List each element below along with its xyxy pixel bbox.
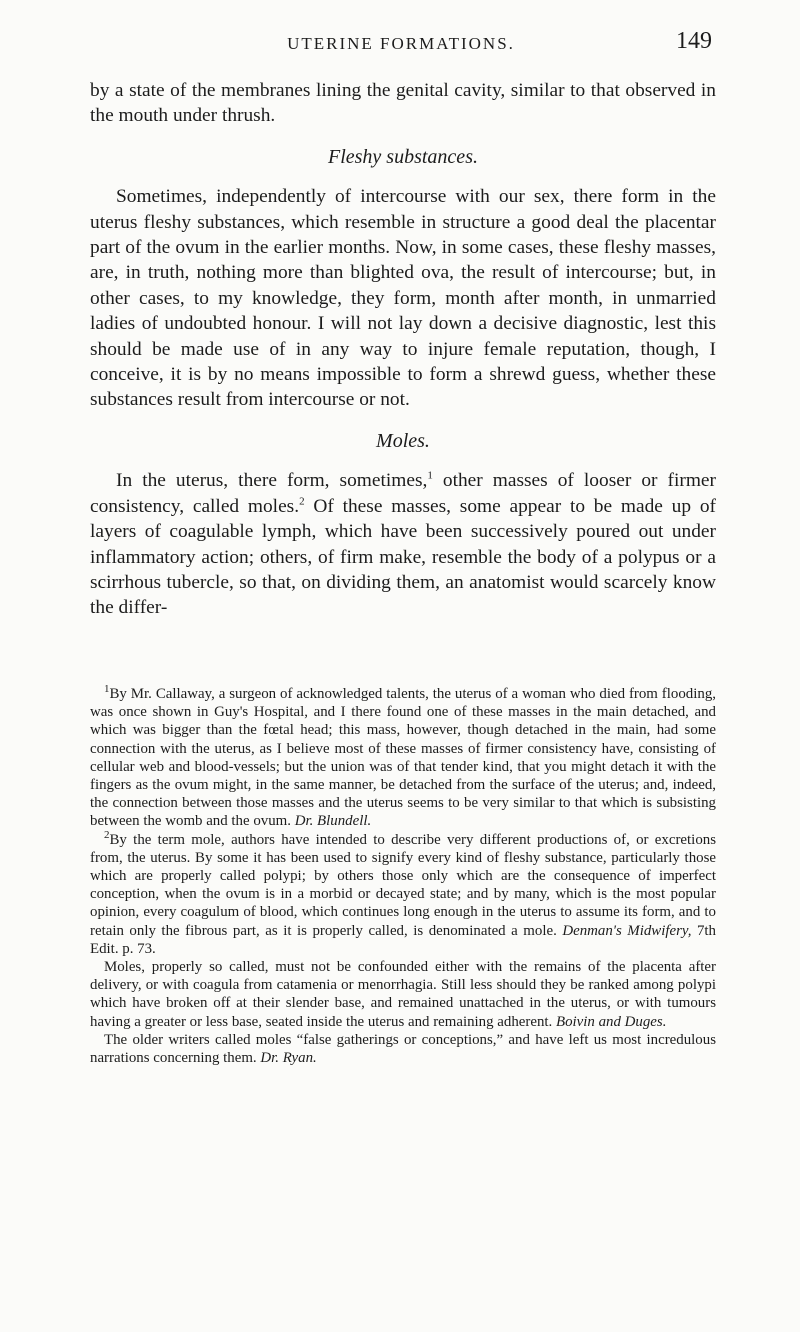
moles-text-part-3: Of these masses, some appear to be made up of layers of coagulable lymph, which have been successively poured out under inflammatory action; others, of firm make, resemble the body of a polypus or a scirrhous tubercle, so that, on dividing them, an anatomist would scarcely know the differ- <box>90 495 716 619</box>
footnote-1-marker: 1 <box>104 683 110 696</box>
moles-text-part-1: In the uterus, there form, sometimes, <box>116 470 428 492</box>
footnote-1-text: By Mr. Callaway, a surgeon of acknowledged talents, the uterus of a woman who died from flooding, was once shown in Guy's Hospital, and I there found one of these masses in the main detached, and which was bigger than the fœtal head; this mass, however, though detached in the main, had some connection with the uterus, as I believe most of these masses of firmer consistency have, consisting of cellular web and blood-vessels; but the union was of that tender kind, that you might detach it with the fingers as the ovum might, in the same manner, be detached from the surface of the uterus; and, indeed, the connection between those masses and the uterus seems to be very similar to that which is subsisting between the womb and the ovum. <box>90 686 716 830</box>
paragraph-moles <box>90 468 716 620</box>
footnotes <box>90 685 716 1067</box>
footnote-ref-2: 2 <box>299 495 305 508</box>
footnote-2-text: By the term mole, authors have intended to describe very different productions of, or excretions from, the uterus. By some it has been used to signify every kind of fleshy substance, particularly those which are properly called polypi; by others those only which are the consequence of imperfect conception, when the ovum is in a morbid or decayed state; and by many, which is the most popular opinion, every coagulum of blood, which continues long enough in the uterus to assume its form, and to retain only the fibrous part, as it is properly called, is denominated a mole. <box>90 831 716 939</box>
page-number: 149 <box>676 28 712 54</box>
footnote-2-marker: 2 <box>104 828 110 841</box>
paragraph-fleshy-substances: Sometimes, independently of intercourse with our sex, there form in the uterus fleshy substances, which resemble in structure a good deal the placentar part of the ovum in the earlier months. Now, in some cases, these fleshy masses, are, in truth, nothing more than blighted ova, the result of intercourse; but, in other cases, to my knowledge, they form, month after month, in unmarried ladies of undoubted honour. I will not lay down a decisive diagnostic, lest this should be made use of in any way to injure female reputation, though, I conceive, it is by no means impossible to form a shrewd guess, whether these substances result from intercourse or not. <box>90 186 716 411</box>
main-text <box>90 78 716 621</box>
footnote-3 <box>90 958 716 1031</box>
footnote-1 <box>90 685 716 831</box>
footnote-1-attribution: Dr. Blundell. <box>294 813 372 830</box>
footnote-ref-1: 1 <box>427 469 433 482</box>
footnote-4-attribution: Dr. Ryan. <box>260 1050 317 1067</box>
footnote-3-attribution: Boivin and Duges. <box>556 1013 667 1030</box>
page-header <box>90 28 712 64</box>
paragraph-continuation: by a state of the membranes lining the genital cavity, similar to that observed in the mouth under thrush. <box>90 80 716 127</box>
footnote-2-attribution: Denman's Midwifery, <box>562 922 692 939</box>
footnote-4 <box>90 1031 716 1067</box>
section-heading-moles: Moles. <box>376 429 430 452</box>
section-heading-fleshy-substances: Fleshy substances. <box>328 145 478 168</box>
footnote-2 <box>90 828 716 958</box>
footnote-2-edition: 7th Edit. p. 73. <box>90 922 716 957</box>
running-head: UTERINE FORMATIONS. <box>287 34 515 53</box>
footnote-4-text: The older writers called moles “false gatherings or conceptions,” and have left us most incredulous narrations concerning them. <box>90 1031 716 1067</box>
footnote-3-text: Moles, properly so called, must not be confounded either with the remains of the placenta after delivery, or with coagula from catamenia or menorrhagia. Still less should they be ranked among polypi which have broken off at their slender base, and remained unattached in the uterus, or with tumours having a greater or less base, seated inside the uterus and remaining adherent. <box>90 959 716 1030</box>
moles-text-part-2: other masses of looser or firmer consistency, called moles. <box>90 470 716 517</box>
